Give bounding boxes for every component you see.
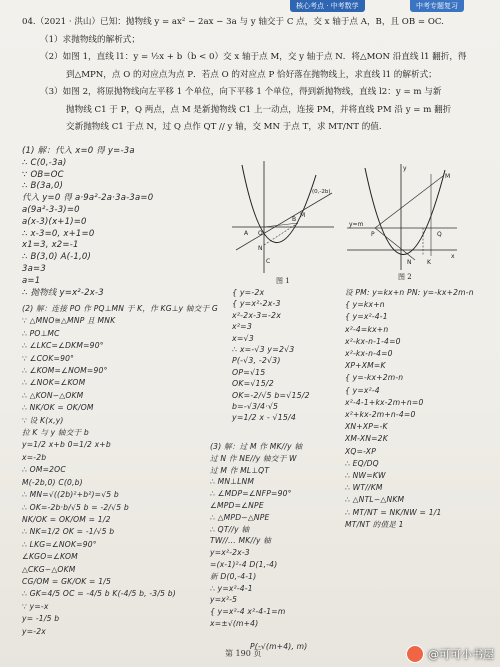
figure-1-caption: 图 1 [276, 277, 290, 285]
hw-line: ∵ ∠COK=90° [22, 353, 75, 363]
hw-line: ∴ QT//y 轴 [210, 524, 250, 534]
hw-line: CG/OM = GK/OK = 1/5 [22, 576, 112, 586]
question-1: （1）求抛物线的解析式； [40, 34, 140, 45]
hw-line: x²=3 [232, 322, 253, 332]
hw-line: { y=x²-4-1 [345, 312, 388, 322]
hw-line: =(x-1)²-4 D(1,-4) [210, 559, 278, 569]
svg-text:Q: Q [437, 231, 442, 238]
svg-text:C: C [266, 258, 271, 265]
svg-text:M: M [300, 212, 306, 219]
hw-line: a(x-3)(x+1)=0 [22, 216, 87, 227]
hw-line: ∴ △KON∽△OKM [22, 390, 84, 400]
hw-line: △CKG∽△OKM [22, 564, 76, 574]
hw-line: M(-2b,0) C(0,b) [22, 477, 83, 487]
hw-line: { y=-2x [232, 288, 265, 297]
hw-line: ∠KGO=∠KOM [22, 552, 78, 562]
hw-line: ∴ ∠MDP=∠NFP=90° [210, 489, 292, 499]
question-2-line-1: （2）如图 1，直线 l1：y = ½x + b（b < 0）交 x 轴于点 M，交 y 轴于点 N．将△MON 沿直线 l1 翻折，得 [40, 52, 467, 62]
hw-line: 新 D(0,-4-1) [210, 571, 257, 581]
handwriting-part-1 [22, 146, 153, 299]
question-3-line-2: 抛物线 C1 于 P，Q 两点，点 M 是新抛物线 C1 上一动点，连接 PM，并将直线 PM 沿 y = m 翻折 [66, 104, 452, 115]
hw-line: ∴ x-3=0, x+1=0 [22, 228, 95, 239]
hw-line: ∴ NW=KW [345, 471, 386, 481]
hw-line: OP=√15 [232, 367, 266, 377]
figure-1 [228, 155, 338, 280]
hw-line: XM-XN=2K [345, 434, 388, 444]
hw-line: ∴ ∠NOK=∠KOM [22, 378, 86, 388]
hw-line: ∠MPD=∠NPE [210, 500, 264, 510]
hw-line: ∴ ∠LKC=∠DKM=90° [22, 341, 104, 351]
hw-line: x=±√(m+4) [210, 618, 259, 628]
hw-line: y=1/2 x+b 0=1/2 x+b [22, 440, 111, 450]
hw-line: XN+XP=-K [345, 422, 388, 432]
hw-line: ∴ MN⊥LNM [210, 477, 255, 487]
hw-line: NK/OK = OK/OM = 1/2 [22, 514, 111, 524]
header-tab-left: 核心考点 · 中考数学 [290, 0, 365, 12]
svg-text:A: A [244, 230, 249, 237]
hw-line: x²-4-1+kx-2m+n=0 [345, 397, 424, 407]
handwriting-part-2 [22, 303, 218, 638]
svg-text:P: P [371, 231, 375, 238]
hw-line: ∴ LKG=∠NOK=90° [22, 539, 97, 549]
hw-line: ∴ OM=2OC [22, 465, 66, 475]
question-2-line-2: 到△MPN，点 O 的对应点为点 P．若点 O 的对应点 P 恰好落在抛物线上，求直线 l1 的解析式； [66, 69, 437, 80]
hw-line: y=-2x [22, 626, 46, 636]
hw-line: x²-kx-n-4=0 [345, 349, 393, 359]
hw-line: ∴ ∠KOM=∠NOM=90° [22, 366, 108, 376]
hw-line: b=-√3/4·√5 [232, 402, 279, 412]
hw-line: ∴ B(3a,0) [22, 181, 64, 192]
hw-line: y=x²-5 [210, 595, 238, 605]
hw-line: x1=3, x2=-1 [22, 240, 79, 251]
hw-line: ∴ NK=1/2 OK = -1/√5 b [22, 527, 115, 537]
hw-line: MT/NT 的值是 1 [345, 519, 404, 529]
hw-line: ∴ x=-√3 y=2√3 [232, 345, 295, 355]
problem-stem: 04.（2021 · 洪山）已知：抛物线 y = ax² − 2ax − 3a 与 y 轴交于 C 点，交 x 轴于点 A，B，且 OB = OC. [22, 17, 444, 27]
hw-line: { y=-kx+2m-n [345, 373, 404, 383]
header-tab-right: 中考专题复习 [410, 0, 464, 12]
hw-line: 过 M 作 ML⊥QT [210, 465, 270, 475]
hw-line: x=√3 [232, 333, 254, 343]
hw-line: ∴ C(0,-3a) [22, 157, 67, 168]
svg-text:y: y [403, 165, 407, 172]
svg-text:(0,-2b): (0,-2b) [312, 189, 331, 195]
hw-line: ∴ △NTL∽△NKM [345, 495, 405, 505]
hw-line: x=-2b [22, 452, 47, 462]
svg-text:y=m: y=m [349, 221, 364, 228]
hw-line: { y=kx+n [345, 300, 385, 310]
watermark-text: @可可小书屋 [428, 648, 494, 661]
hw-line: ∴ MN=√((2b)²+b²)=√5 b [22, 490, 119, 500]
hw-line: ∴ GK=4/5 OC = -4/5 b K(-4/5 b, -3/5 b) [22, 589, 176, 599]
hw-line: y=1/2 x - √15/4 [232, 413, 297, 423]
hw-line: ∵ △MNO≅△MNP 且 MNK [22, 316, 116, 326]
svg-text:N: N [258, 245, 263, 252]
hw-line: ∴ OK=-2b·b/√5 b = -2/√5 b [22, 502, 129, 512]
hw-line: (3) 解：过 M 作 MK//y 轴 [210, 442, 303, 451]
handwriting-part-3-cont [345, 287, 474, 531]
hw-line: x²+kx-2m+n-4=0 [345, 410, 416, 420]
svg-text:B: B [292, 216, 297, 223]
hw-line: ∴ MT/NT = NK/NW = 1/1 [345, 507, 442, 517]
hw-line: ∵ y=-x [22, 601, 49, 611]
hw-line: ∴ NK/OK = OK/OM [22, 403, 94, 413]
hw-line: x²-4=kx+n [345, 324, 389, 334]
watermark-logo-icon [406, 645, 424, 663]
hw-line: XQ=-XP [345, 446, 376, 456]
hw-line: a=1 [22, 275, 41, 286]
figure-2-caption: 图 2 [398, 273, 412, 281]
hw-line: x²-kx-n-1-4=0 [345, 336, 401, 346]
question-3-line-3: 交新抛物线 C1 于点 N，过 Q 点作 QT // y 轴，交 MN 于点 T，求 MT/NT 的值. [66, 122, 382, 132]
hw-line: 拉 K 与 y 轴交于 b [22, 428, 89, 438]
svg-text:K: K [427, 259, 431, 266]
question-3-line-1: （3）如图 2，将原抛物线向左平移 1 个单位，向下平移 1 个单位，得到新抛物线，直线 l2：y = m 与新 [40, 87, 442, 97]
hw-line: ∴ 抛物线 y=x²-2x-3 [22, 287, 104, 298]
hw-line: 过 N 作 NE//y 轴交于 W [210, 453, 297, 463]
hw-line: { y=x²-4 x²-4-1=m [210, 607, 286, 617]
hw-line: OK=√15/2 [232, 379, 274, 389]
hw-line: 设 PM: y=kx+n PN: y=-kx+2m-n [345, 288, 474, 297]
hw-line: a(9a²-3-3)=0 [22, 204, 80, 215]
figure-2 [345, 160, 460, 275]
hw-line: P(-√(m+4), m) [250, 642, 308, 651]
hw-line: TW//... MK//y 轴 [210, 536, 272, 546]
svg-text:O: O [258, 230, 263, 237]
hw-line: OK=-2/√5 b=√15/2 [232, 390, 310, 400]
hw-line: ∵ OB=OC [22, 169, 64, 180]
hw-line: y=x²-2x-3 [210, 548, 250, 558]
hw-line: XP+XM=K [345, 361, 386, 371]
hw-line: x²-2x-3=-2x [232, 310, 282, 320]
handwriting-part-3 [210, 441, 302, 630]
hw-line: ∵ 设 K(x,y) [22, 415, 64, 425]
problem-statement [22, 14, 492, 137]
hw-line: { y=x²-4 [345, 385, 380, 395]
handwriting-part-2-cont [232, 287, 310, 424]
page-number: 第 190 页 [225, 649, 262, 658]
hw-line: ∴ PO⊥MC [22, 328, 60, 338]
svg-text:N: N [407, 259, 412, 266]
hw-line: ∴ B(3,0) A(-1,0) [22, 252, 92, 263]
hw-line: 3a=3 [22, 263, 46, 274]
hw-line: ∴ y=x²-4-1 [210, 583, 253, 593]
hw-line: P(-√3, -2√3) [232, 356, 281, 366]
svg-text:x: x [451, 253, 455, 260]
hw-line: 代入 y=0 得 a·9a²-2a·3a-3a=0 [22, 193, 154, 204]
hw-line: ∴ WT//KM [345, 483, 383, 493]
header-bar [0, 0, 500, 12]
hw-line: y= -1/5 b [22, 614, 60, 624]
watermark [406, 645, 494, 663]
hw-line: (2) 解：连接 PO 作 PQ⊥MN 于 K，作 KG⊥y 轴交于 G [22, 304, 219, 313]
svg-text:M: M [445, 173, 451, 180]
hw-line: { y=x²-2x-3 [232, 299, 281, 309]
hw-line: (1) 解：代入 x=0 得 y=-3a [22, 146, 135, 156]
hw-line: ∴ △MPD∽△NPE [210, 512, 270, 522]
hw-line: ∴ EQ/DQ [345, 458, 379, 468]
